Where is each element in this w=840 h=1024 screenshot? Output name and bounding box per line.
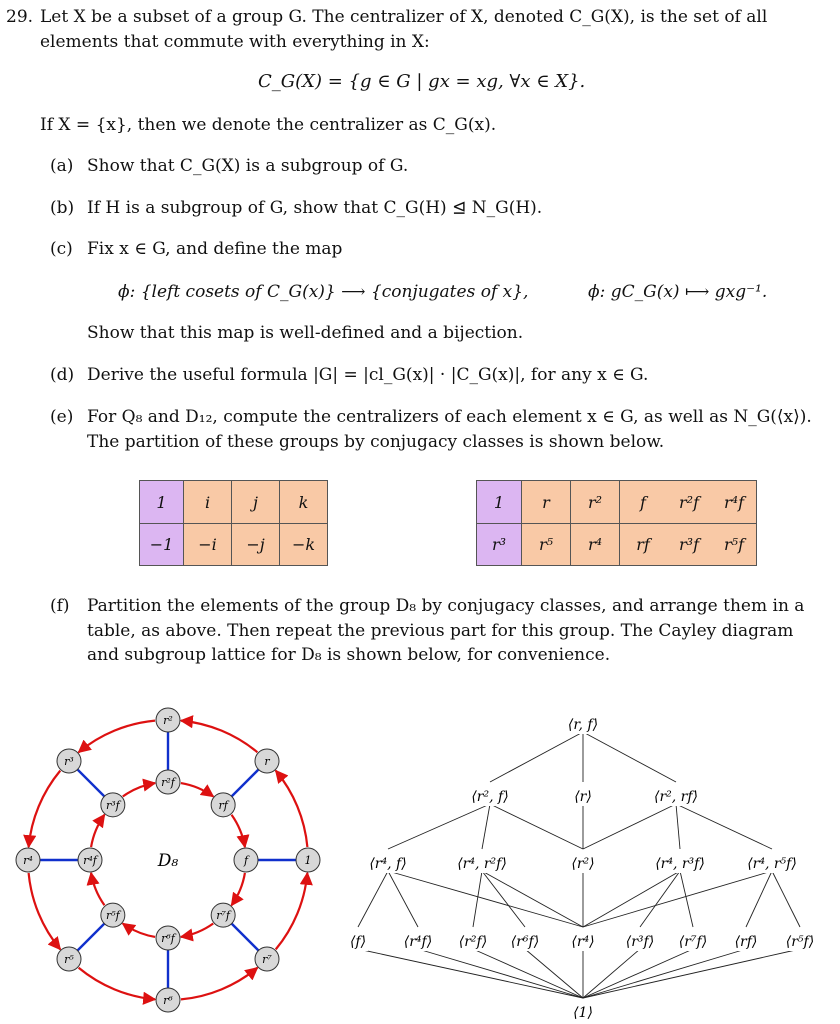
lattice-edge <box>583 949 693 998</box>
part-e-label: (e) <box>50 407 74 427</box>
lattice-node: ⟨r, f⟩ <box>567 717 599 733</box>
cayley-diagram <box>0 700 340 1024</box>
part-d-label: (d) <box>50 365 75 385</box>
lattice-edge <box>388 871 418 927</box>
part-a-label: (a) <box>50 156 74 176</box>
lattice-edge <box>680 871 693 927</box>
lattice-edge <box>418 949 583 998</box>
cayley-rotation-edge <box>232 873 245 905</box>
lattice-node: ⟨r²⟩ <box>571 856 595 872</box>
cayley-rotation-edge <box>91 873 104 905</box>
lattice-edge <box>772 871 800 927</box>
cayley-inner-node: r³f <box>105 798 120 812</box>
cayley-inner-node: f <box>243 854 249 867</box>
cayley-center-label: D₈ <box>157 851 179 871</box>
subgroup-lattice <box>340 700 840 1024</box>
cayley-outer-node: r² <box>163 714 173 727</box>
lattice-edge <box>358 949 583 998</box>
cayley-rotation-edge <box>79 721 155 753</box>
lattice-node: ⟨r⁶f⟩ <box>510 934 540 950</box>
cayley-outer-node: r⁶ <box>163 994 173 1007</box>
lattice-edge <box>583 949 746 998</box>
cayley-rotation-edge <box>91 815 104 847</box>
lattice-edge <box>583 871 772 927</box>
cayley-outer-node: r³ <box>64 755 74 769</box>
lattice-node: ⟨r⁵f⟩ <box>785 934 815 950</box>
lattice-edge <box>482 871 583 927</box>
map-left: ϕ: {left cosets of C_G(x)} ⟶ {conjugates of x}, <box>118 282 529 302</box>
lattice-node: ⟨r⁴, f⟩ <box>369 856 407 872</box>
centralizer-definition: C_G(X) = {g ∈ G | gx = xg, ∀x ∈ X}. <box>258 71 586 92</box>
d12-cell: f <box>620 481 667 524</box>
lattice-edge <box>583 949 640 998</box>
cayley-rotation-edge <box>123 924 155 937</box>
lattice-edge <box>490 804 583 849</box>
lattice-node: ⟨rf⟩ <box>734 934 758 950</box>
cayley-outer-node: r <box>264 755 270 769</box>
cayley-outer-node: r⁵ <box>64 952 74 966</box>
part-e-text: For Q₈ and D₁₂, compute the centralizers of each element x ∈ G, as well as N_G(⟨x⟩). <box>87 407 812 427</box>
lattice-edge <box>388 804 490 849</box>
part-b-label: (b) <box>50 198 75 218</box>
q8-cell: j <box>232 481 280 524</box>
lattice-node: ⟨r⁴, r²f⟩ <box>457 856 507 872</box>
part-f-text: Partition the elements of the group D₈ by conjugacy classes, and arrange them in a <box>87 596 805 616</box>
lattice-edge <box>583 804 676 849</box>
lattice-node: ⟨r², rf⟩ <box>653 789 699 805</box>
lattice-edge <box>746 871 772 927</box>
q8-cell: i <box>184 481 232 524</box>
part-f-label: (f) <box>50 596 70 616</box>
part-f-text-3: and subgroup lattice for D₈ is shown below, for convenience. <box>87 645 611 665</box>
cayley-inner-node: r⁷f <box>216 909 231 923</box>
part-d-text: Derive the useful formula |G| = |cl_G(x)| · |C_G(x)|, for any x ∈ G. <box>87 365 649 385</box>
d12-cell: r⁴ <box>571 524 620 566</box>
cayley-rotation-edge <box>181 924 213 937</box>
lattice-node: ⟨r⁴⟩ <box>571 934 595 950</box>
d12-cell: r⁵ <box>522 524 571 566</box>
cayley-inner-node: r⁴f <box>83 854 97 867</box>
q8-conjugacy-table <box>139 480 328 566</box>
cayley-inner-node: r⁶f <box>161 932 175 945</box>
lattice-edge <box>388 871 583 927</box>
lattice-node: ⟨r⟩ <box>574 789 592 805</box>
d12-cell: 1 <box>477 481 522 524</box>
lattice-edge <box>676 804 680 849</box>
lattice-edge <box>640 871 680 927</box>
lattice-node: ⟨f⟩ <box>349 934 367 950</box>
d12-cell: r <box>522 481 571 524</box>
lattice-node: ⟨r³f⟩ <box>625 934 655 950</box>
cayley-rotation-edge <box>123 783 155 796</box>
cayley-outer-node: r⁴ <box>23 854 33 867</box>
cayley-rotation-edge <box>29 771 61 847</box>
lattice-edge <box>473 949 583 998</box>
cayley-rotation-edge <box>181 783 213 796</box>
lattice-edge <box>482 804 490 849</box>
part-c-label: (c) <box>50 239 73 259</box>
singleton-note: If X = {x}, then we denote the centralizer as C_G(x). <box>40 115 497 135</box>
cayley-inner-node: r⁵f <box>105 909 120 923</box>
cayley-inner-node: rf <box>218 798 228 812</box>
q8-cell: 1 <box>140 481 184 524</box>
lattice-edge <box>482 871 525 927</box>
d12-cell: rf <box>620 524 667 566</box>
lattice-node: ⟨r⁴f⟩ <box>403 934 433 950</box>
lattice-node: ⟨r², f⟩ <box>471 789 509 805</box>
cayley-rotation-edge <box>29 873 61 949</box>
lattice-edge <box>583 732 676 782</box>
cayley-rotation-edge <box>232 815 245 847</box>
cayley-inner-node: r²f <box>161 776 175 789</box>
d12-cell: r² <box>571 481 620 524</box>
map-right: ϕ: gC_G(x) ⟼ gxg⁻¹. <box>588 282 768 302</box>
lattice-node: ⟨1⟩ <box>573 1005 593 1021</box>
q8-cell: −k <box>280 524 328 566</box>
lattice-nodes <box>348 716 816 1022</box>
part-e-text-2: The partition of these groups by conjugacy classes is shown below. <box>87 432 665 452</box>
part-f-text-2: table, as above. Then repeat the previous part for this group. The Cayley diagram <box>87 621 794 641</box>
q8-cell: k <box>280 481 328 524</box>
cayley-rotation-edge <box>276 873 308 949</box>
d12-conjugacy-table <box>476 480 757 566</box>
intro-line-1: Let X be a subset of a group G. The centralizer of X, denoted C_G(X), is the set of all <box>40 7 768 27</box>
lattice-edge <box>490 732 583 782</box>
cayley-rotation-edge <box>181 968 257 1000</box>
d12-cell: r⁴f <box>712 481 757 524</box>
lattice-node: ⟨r⁴, r³f⟩ <box>655 856 705 872</box>
q8-cell: −1 <box>140 524 184 566</box>
part-b-text: If H is a subgroup of G, show that C_G(H) ⊴ N_G(H). <box>87 198 543 218</box>
q8-cell: −j <box>232 524 280 566</box>
lattice-edge <box>676 804 772 849</box>
cayley-rotation-edge <box>79 968 155 1000</box>
lattice-node: ⟨r⁴, r⁵f⟩ <box>747 856 797 872</box>
intro-line-2: elements that commute with everything in X: <box>40 32 430 52</box>
d12-cell: r³ <box>477 524 522 566</box>
lattice-edge <box>358 871 388 927</box>
cayley-rotation-edge <box>181 721 257 753</box>
lattice-edge <box>473 871 482 927</box>
cayley-outer-node: 1 <box>304 854 312 867</box>
q8-cell: −i <box>184 524 232 566</box>
problem-number: 29. <box>6 7 34 27</box>
cayley-rotation-edge <box>276 771 308 847</box>
map-followup: Show that this map is well-defined and a bijection. <box>87 323 524 343</box>
d12-cell: r³f <box>666 524 712 566</box>
part-c-text: Fix x ∈ G, and define the map <box>87 239 343 259</box>
cayley-outer-node: r⁷ <box>262 952 272 966</box>
part-a-text: Show that C_G(X) is a subgroup of G. <box>87 156 409 176</box>
lattice-edge <box>525 949 583 998</box>
d12-cell: r⁵f <box>712 524 757 566</box>
lattice-node: ⟨r²f⟩ <box>458 934 488 950</box>
d12-cell: r²f <box>666 481 712 524</box>
lattice-edge <box>583 871 680 927</box>
lattice-node: ⟨r⁷f⟩ <box>678 934 708 950</box>
lattice-edge <box>583 949 800 998</box>
